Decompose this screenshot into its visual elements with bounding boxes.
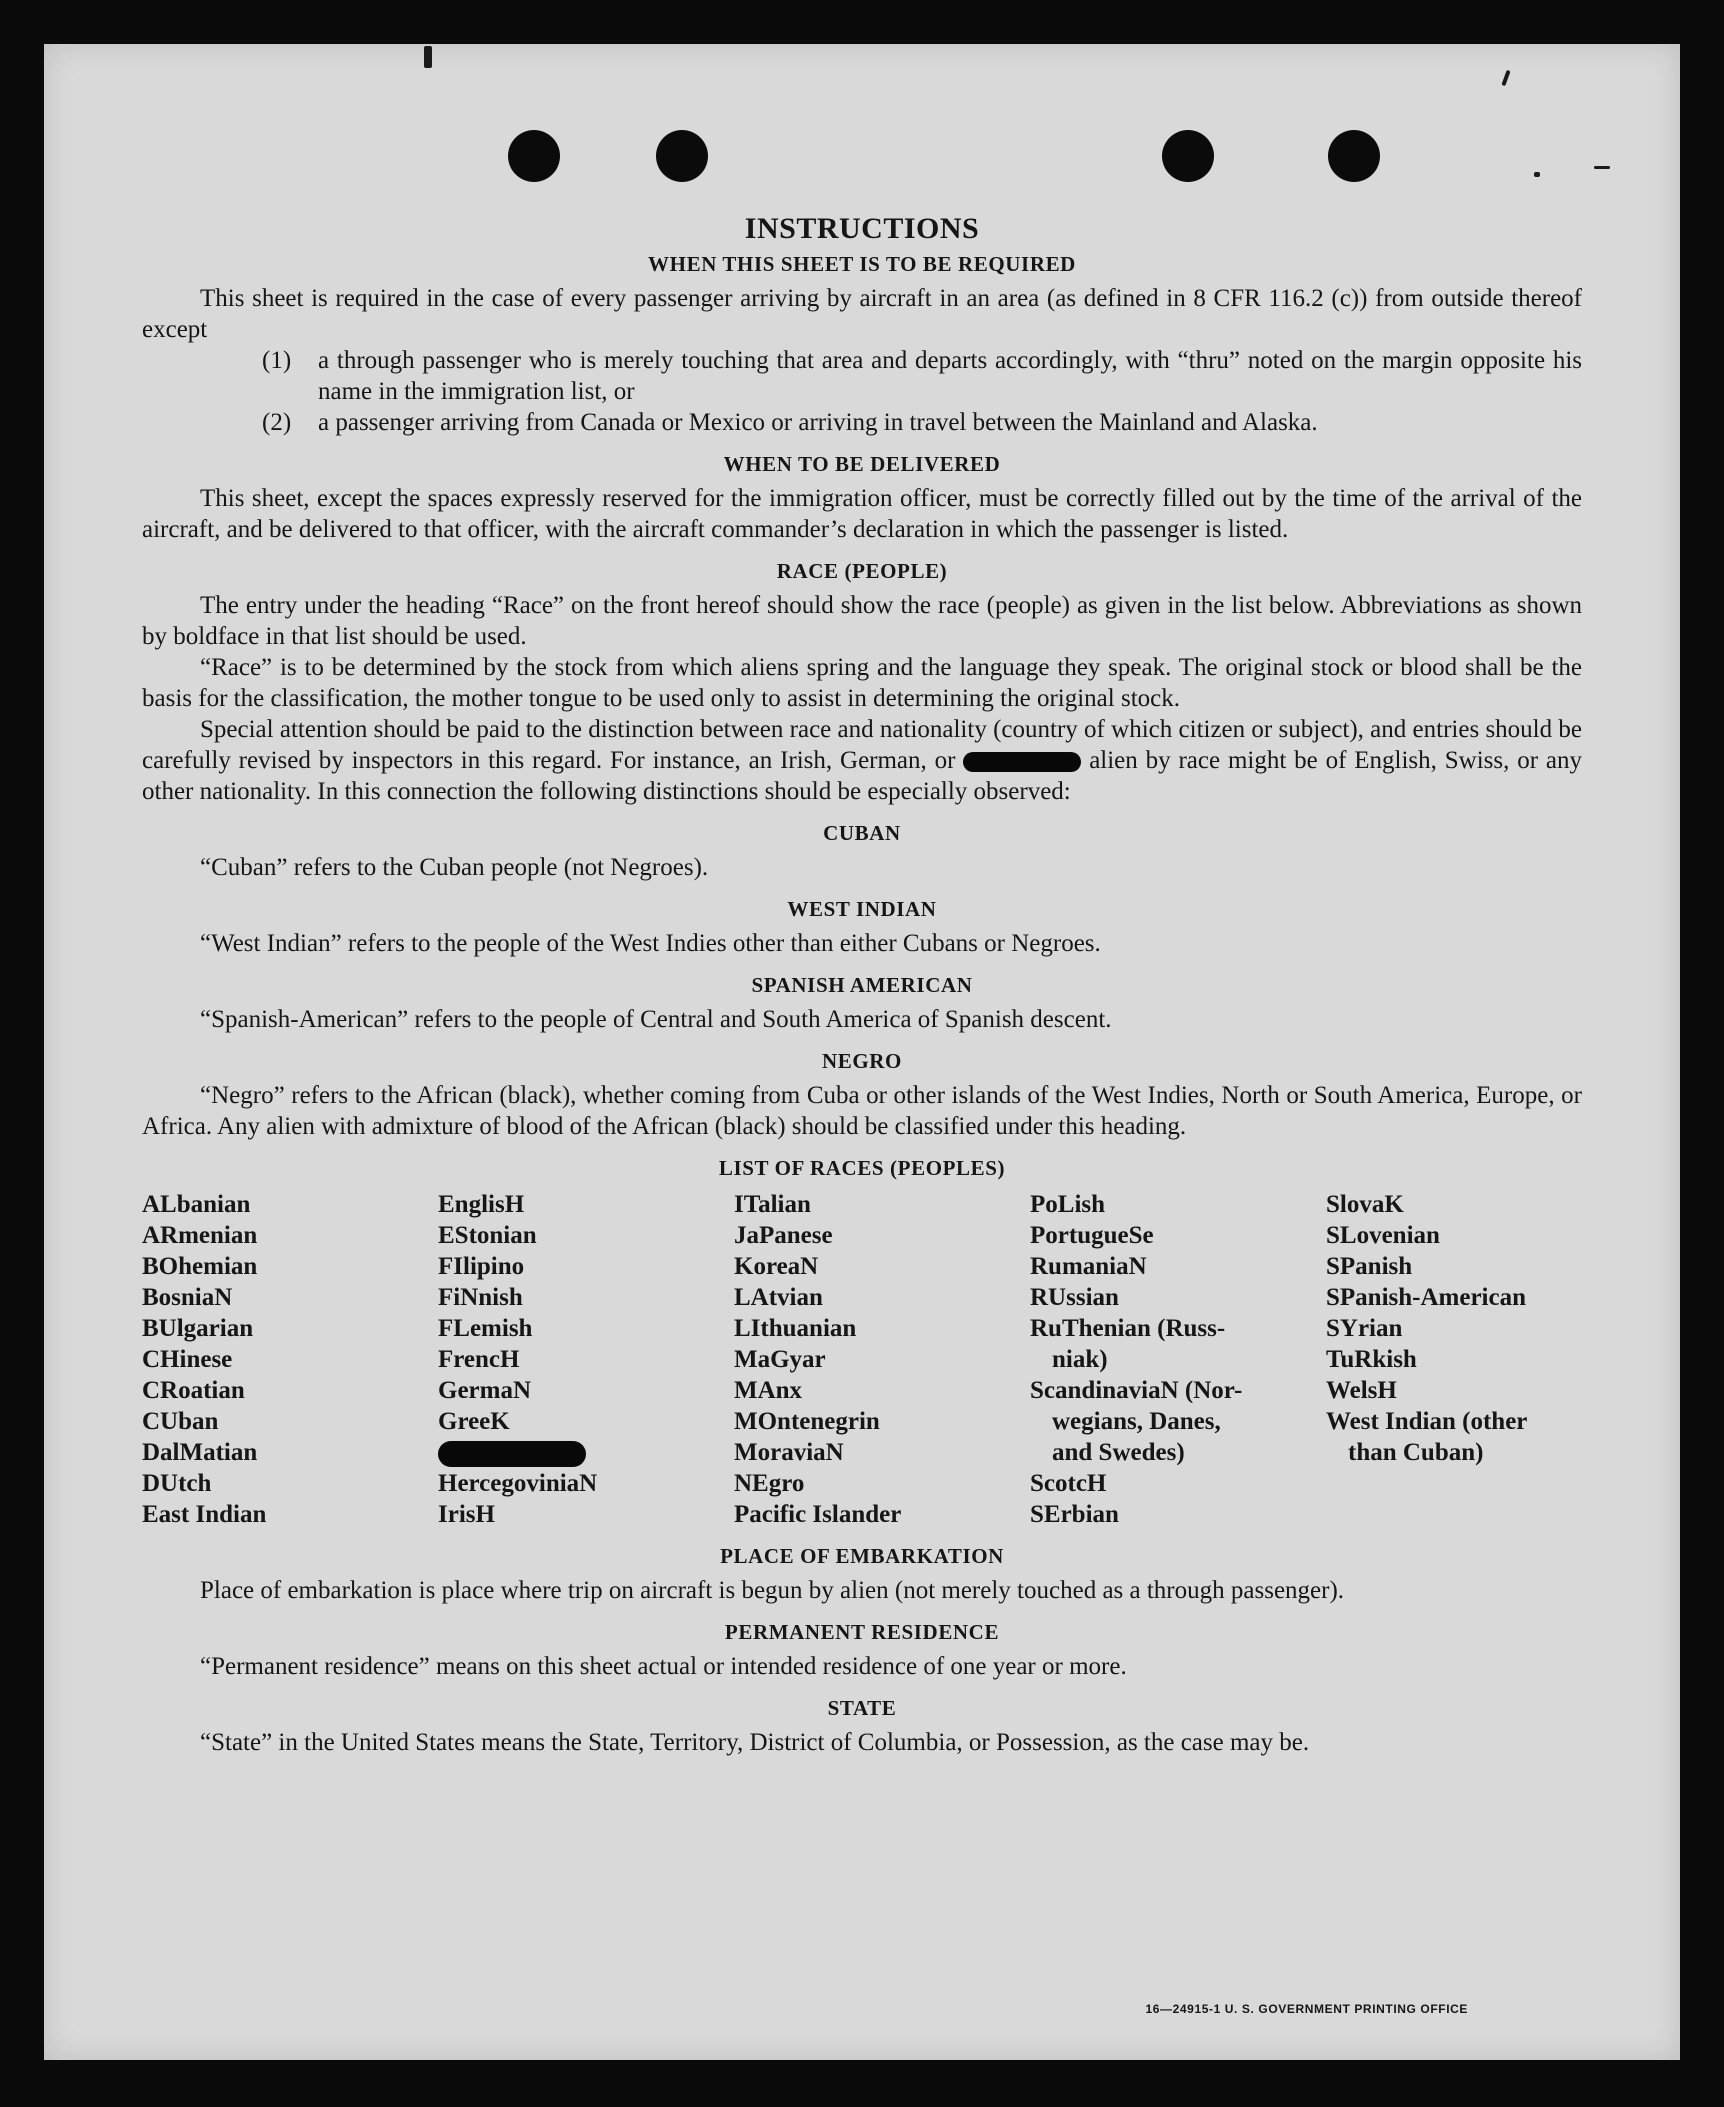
when-required-intro: This sheet is required in the case of every passenger arriving by aircraft in an area (as defined in 8 CFR 116.2 (c)) from outside thereof except: [142, 285, 1582, 343]
race-entry: FLemish: [438, 1315, 533, 1342]
race-entry: BosniaN: [142, 1284, 233, 1311]
race-entry: and Swedes): [1052, 1439, 1185, 1466]
exception-number: (1): [262, 347, 292, 374]
race-entry: SPanish-American: [1326, 1284, 1526, 1311]
race-entry: BOhemian: [142, 1253, 258, 1280]
race-entry: TuRkish: [1326, 1346, 1417, 1373]
race-entry: [1326, 1499, 1582, 1530]
race-entry: [1326, 1468, 1582, 1499]
race-entry: MOntenegrin: [734, 1408, 880, 1435]
negro-text: “Negro” refers to the African (black), whether coming from Cuba or other islands of the West Indies, North or South America, Europe, or Africa. Any alien with admixture of blood of the African (black) should be classified under this heading.: [142, 1082, 1582, 1140]
ink-mark: [424, 46, 432, 68]
race-entry: EStonian: [438, 1222, 537, 1249]
ink-mark: [1501, 70, 1510, 86]
section-heading-west-indian: WEST INDIAN: [787, 897, 937, 921]
race-entry: DUtch: [142, 1470, 212, 1497]
race-entry: CHinese: [142, 1346, 233, 1373]
exception-item: [262, 407, 1582, 438]
section-heading-when-required: WHEN THIS SHEET IS TO BE REQUIRED: [648, 252, 1076, 276]
state-text: “State” in the United States means the State, Territory, District of Columbia, or Possession, as the case may be.: [200, 1729, 1310, 1756]
section-heading-spanish-american: SPANISH AMERICAN: [751, 973, 973, 997]
race-paragraph-2: “Race” is to be determined by the stock from which aliens spring and the language they speak. The original stock or blood shall be the basis for the classification, the mother tongue to be used only to assist in determining the original stock.: [142, 654, 1582, 712]
race-entry: PoLish: [1030, 1191, 1106, 1218]
race-paragraph-1: The entry under the heading “Race” on the front hereof should show the race (people) as given in the list below. Abbreviations as shown by boldface in that list should be used.: [142, 592, 1582, 650]
race-entry: RUssian: [1030, 1284, 1119, 1311]
punch-hole: [1328, 130, 1380, 182]
race-entry: NEgro: [734, 1470, 805, 1497]
race-entry: EnglisH: [438, 1191, 525, 1218]
race-entry: Pacific Islander: [734, 1501, 902, 1528]
section-heading-when-delivered: WHEN TO BE DELIVERED: [723, 452, 1001, 476]
race-entry: West Indian (other: [1326, 1408, 1528, 1435]
race-entry: WelsH: [1326, 1377, 1397, 1404]
race-entry: CUban: [142, 1408, 219, 1435]
redaction-mark: [438, 1441, 586, 1467]
exception-number: (2): [262, 409, 292, 436]
race-entry: FIlipino: [438, 1253, 525, 1280]
race-entry: MaGyar: [734, 1346, 826, 1373]
race-entry: MoraviaN: [734, 1439, 844, 1466]
race-entry: ARmenian: [142, 1222, 258, 1249]
section-heading-race: RACE (PEOPLE): [776, 559, 948, 583]
race-entry: RumaniaN: [1030, 1253, 1147, 1280]
west-indian-text: “West Indian” refers to the people of the West Indies other than either Cubans or Negroes.: [200, 930, 1101, 957]
race-paragraph-3-end: alien by race might be of English, Swiss, or any other nationality. In this connection the following distinctions should be especially observed:: [142, 747, 1583, 805]
race-entry: FiNnish: [438, 1284, 523, 1311]
cuban-text: “Cuban” refers to the Cuban people (not Negroes).: [200, 854, 709, 881]
spanish-american-text: “Spanish-American” refers to the people of Central and South America of Spanish descent.: [200, 1006, 1112, 1033]
printing-office-imprint: 16—24915-1 U. S. GOVERNMENT PRINTING OFFICE: [1145, 2002, 1468, 2016]
race-entry: BUlgarian: [142, 1315, 254, 1342]
redaction-mark: [438, 1437, 734, 1468]
race-entry: IrisH: [438, 1501, 495, 1528]
exception-text: a passenger arriving from Canada or Mexico or arriving in travel between the Mainland and Alaska.: [318, 409, 1318, 436]
race-entry: SLovenian: [1326, 1222, 1440, 1249]
residence-text: “Permanent residence” means on this sheet actual or intended residence of one year or more.: [200, 1653, 1127, 1680]
race-entry: than Cuban): [1348, 1439, 1484, 1466]
redaction-mark: [963, 752, 1081, 772]
race-entry: RuThenian (Russ-: [1030, 1315, 1226, 1342]
document-page: [44, 44, 1680, 2060]
race-entry: PortugueSe: [1030, 1222, 1154, 1249]
race-paragraph-3-start: Special attention should be paid to the distinction between race and nationality (country of which citizen or subject), and entries should be carefully revised by inspectors in this regard. For instance, an Irish, German, or: [142, 716, 1582, 774]
when-delivered-text: This sheet, except the spaces expressly reserved for the immigration officer, must be correctly filled out by the time of the arrival of the aircraft, and be delivered to that officer, with the aircraft commander’s declaration in which the passenger is listed.: [142, 485, 1582, 543]
race-entry: FrencH: [438, 1346, 520, 1373]
punch-hole: [1162, 130, 1214, 182]
race-entry: ALbanian: [142, 1191, 251, 1218]
punch-hole: [656, 130, 708, 182]
race-entry: MAnx: [734, 1377, 803, 1404]
instructions-body: [142, 212, 1582, 1758]
page-title: INSTRUCTIONS: [744, 212, 980, 245]
race-entry: LIthuanian: [734, 1315, 857, 1342]
race-entry: LAtvian: [734, 1284, 823, 1311]
race-entry: SlovaK: [1326, 1191, 1404, 1218]
section-heading-embarkation: PLACE OF EMBARKATION: [720, 1544, 1004, 1568]
section-heading-state: STATE: [827, 1696, 897, 1720]
race-entry: HercegoviniaN: [438, 1470, 598, 1497]
race-entry: JaPanese: [734, 1222, 833, 1249]
race-entry: SPanish: [1326, 1253, 1413, 1280]
exception-text: a through passenger who is merely touching that area and departs accordingly, with “thru” noted on the margin opposite his name in the immigration list, or: [318, 347, 1582, 405]
punch-hole: [508, 130, 560, 182]
race-entry: niak): [1052, 1346, 1108, 1373]
race-entry: SErbian: [1030, 1501, 1119, 1528]
race-entry: GermaN: [438, 1377, 532, 1404]
embarkation-text: Place of embarkation is place where trip on aircraft is begun by alien (not merely touched as a through passenger).: [200, 1577, 1345, 1604]
race-entry: ScotcH: [1030, 1470, 1107, 1497]
section-heading-residence: PERMANENT RESIDENCE: [724, 1620, 1000, 1644]
race-entry: ITalian: [734, 1191, 811, 1218]
race-entry: CRoatian: [142, 1377, 245, 1404]
race-entry: GreeK: [438, 1408, 510, 1435]
race-entry: wegians, Danes,: [1052, 1408, 1221, 1435]
race-entry: DalMatian: [142, 1439, 258, 1466]
race-paragraph-3: [142, 714, 1582, 807]
ink-mark: [1534, 172, 1540, 177]
race-entry: East Indian: [142, 1501, 267, 1528]
section-heading-cuban: CUBAN: [823, 821, 901, 845]
exception-item: [262, 345, 1582, 407]
ink-mark: [1594, 166, 1610, 169]
section-heading-negro: NEGRO: [821, 1049, 902, 1073]
race-entry: KoreaN: [734, 1253, 819, 1280]
section-heading-list-of-races: LIST OF RACES (PEOPLES): [718, 1156, 1006, 1180]
races-list: [142, 1189, 1582, 1530]
race-entry: SYrian: [1326, 1315, 1403, 1342]
race-entry: ScandinaviaN (Nor-: [1030, 1377, 1243, 1404]
